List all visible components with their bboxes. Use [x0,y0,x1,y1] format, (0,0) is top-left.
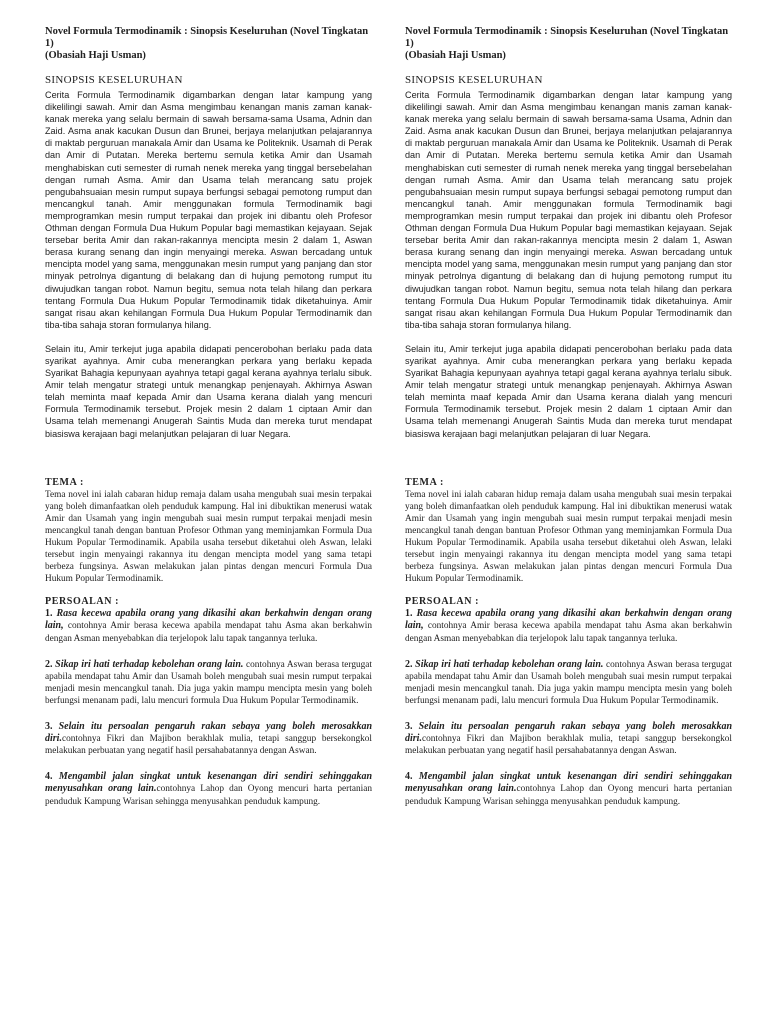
persoalan-item: 2. Sikap iri hati terhadap kebolehan orang lain. contohnya Aswan berasa tergugat apabila mendapat tahu Amir dan Usamah boleh mengubah suai mesin rumput terpakai menjadi mesin mencangkul tanah. Dia juga yakin mampu mencipta mesin yang boleh berfungsi menanam padi, lalu mencuri formula Dua Hukum Popular Termodinamik. [405,658,732,706]
persoalan-item: 1. Rasa kecewa apabila orang yang dikasihi akan berkahwin dengan orang lain, contohnya Amir berasa kecewa apabila mendapat tahu Asma akan berkahwin dengan Asman menyebabkan dia terjelopok lalu tapak tangannya terluka. [405,608,732,644]
synopsis-paragraph-1: Cerita Formula Termodinamik digambarkan dengan latar kampung yang dikelilingi sawah. Amir dan Asma mengimbau kenangan manis zaman kanak-kanak mereka yang selalu bermain di sawah bersama-sama Usama, Adnin dan Zaid. Asma anak kacukan Dusun dan Brunei, berjaya melanjutkan pelajarannya di maktab perguruan manakala Amir dan Usama ke Politeknik. Usamah di Perak dan Amir di Putatan. Mereka bertemu semula ketika Amir dan Usamah menghabiskan cuti semester di rumah nenek mereka yang tinggal bersebelahan dengan rumah Asma. Amir dan Usama telah merancang satu projek pengubahsuaian mesin rumput supaya berfungsi sebagai pemotong rumput dan mencangkul tanah. Amir menggunakan formula Termodinamik bagi memprogramkan mesin rumput terpakai dan projek ini dibantu oleh Profesor Othman dengan Formula Dua Hukum Popular bagi memastikan kejayaan. Sejak tersebar berita Amir dan rakan-rakannya mencipta mesin 2 dalam 1, Aswan berasa kurang senang dan ingin menyaingi mereka. Aswan bercadang untuk mencipta model yang sama, menggunakan mesin rumput yang panjang dan stor minyak petrolnya digantung di belakang dan di hujung pemotong rumput itu diwujudkan tangan robot. Namun begitu, semua nota telah hilang dan perkara tentang Formula Dua Hukum Popular Termodinamik tidak diketahuinya. Amir sangat risau akan kehilangan Formula Dua Hukum Popular Termodinamik dan tiba-tiba sahaja storan formulanya hilang. [45,90,372,330]
persoalan-item: 3. Selain itu persoalan pengaruh rakan sebaya yang boleh merosakkan diri.contohnya Fikri dan Majibon berakhlak mulia, tetapi sanggup bersekongkol melakukan perbuatan yang negatif hasil persahabatannya dengan Aswan. [405,721,733,757]
persoalan-item: 1. Rasa kecewa apabila orang yang dikasihi akan berkahwin dengan orang lain, contohnya Amir berasa kecewa apabila mendapat tahu Asma akan berkahwin dengan Asman menyebabkan dia terjelopok lalu tapak tangannya terluka. [45,608,372,644]
tema-heading: TEMA : [405,476,444,488]
document-author: (Obasiah Haji Usman) [45,50,146,61]
synopsis-paragraph-1: Cerita Formula Termodinamik digambarkan dengan latar kampung yang dikelilingi sawah. Amir dan Asma mengimbau kenangan manis zaman kanak-kanak mereka yang selalu bermain di sawah bersama-sama Usama, Adnin dan Zaid. Asma anak kacukan Dusun dan Brunei, berjaya melanjutkan pelajarannya di maktab perguruan manakala Amir dan Usama ke Politeknik. Usamah di Perak dan Amir di Putatan. Mereka bertemu semula ketika Amir dan Usamah menghabiskan cuti semester di rumah nenek mereka yang tinggal bersebelahan dengan rumah Asma. Amir dan Usama telah merancang satu projek pengubahsuaian mesin rumput supaya berfungsi sebagai pemotong rumput dan mencangkul tanah. Amir menggunakan formula Termodinamik bagi memprogramkan mesin rumput terpakai dan projek ini dibantu oleh Profesor Othman dengan Formula Dua Hukum Popular bagi memastikan kejayaan. Sejak tersebar berita Amir dan rakan-rakannya mencipta mesin 2 dalam 1, Aswan berasa kurang senang dan ingin menyaingi mereka. Aswan bercadang untuk mencipta model yang sama, menggunakan mesin rumput yang panjang dan stor minyak petrolnya digantung di belakang dan di hujung pemotong rumput itu diwujudkan tangan robot. Namun begitu, semua nota telah hilang dan perkara tentang Formula Dua Hukum Popular Termodinamik tidak diketahuinya. Amir sangat risau akan kehilangan Formula Dua Hukum Popular Termodinamik dan tiba-tiba sahaja storan formulanya hilang. [405,90,732,330]
page-column-left [45,26,372,822]
tema-text: Tema novel ini ialah cabaran hidup remaja dalam usaha mengubah suai mesin terpakai yang boleh dimanfaatkan oleh penduduk kampung. Hal ini dibuktikan menerusi watak Amir dan Usamah yang ingin mengubah suai mesin rumput terpakai menjadi mesin mencangkul tanah dengan bantuan Profesor Othman yang meminjamkan Formula Dua Hukum Popular Termodinamik. Apabila usaha tersebut diketahui oleh Aswan, lelaki tersebut ingin menyaingi rakannya itu dengan mencipta model yang sama tetapi berbeza fungsinya. Aswan melakukan jalan pintas dengan mencuri Formula Dua Hukum Popular Termodinamik. [45,489,372,585]
persoalan-heading: PERSOALAN : [45,596,120,608]
synopsis-paragraph-2: Selain itu, Amir terkejut juga apabila didapati pencerobohan berlaku pada data syarikat ayahnya. Amir cuba menerangkan perkara yang berlaku kepada Syarikat Bahagia kepunyaan ayahnya tetapi gagal kerana ayahnya terlalu sibuk. Amir telah mengatur strategi untuk menangkap penjenayah. Akhirnya Aswan telah meminta maaf kepada Amir dan Usama kerana dialah yang mencuri Formula Termodinamik tersebut. Projek mesin 2 dalam 1 ciptaan Amir dan Usama telah memenangi Anugerah Saintis Muda dan mereka turut mendapat biasiswa kerajaan bagi melanjutkan pelajaran di luar Negara. [45,343,372,439]
tema-heading: TEMA : [45,476,84,488]
synopsis-heading: SINOPSIS KESELURUHAN [405,74,543,86]
persoalan-item: 4. Mengambil jalan singkat untuk kesenangan diri sendiri sehinggakan menyusahkan orang lain.contohnya Lahop dan Oyong mencuri harta pertanian penduduk Kampung Warisan sehingga menyusahkan penduduk kampung. [45,771,372,807]
page-column-right [405,26,732,822]
persoalan-item: 2. Sikap iri hati terhadap kebolehan orang lain. contohnya Aswan berasa tergugat apabila mendapat tahu Amir dan Usamah boleh mengubah suai mesin rumput terpakai menjadi mesin mencangkul tanah. Dia juga yakin mampu mencipta mesin yang boleh berfungsi menanam padi, lalu mencuri formula Dua Hukum Popular Termodinamik. [45,658,372,706]
document-author: (Obasiah Haji Usman) [405,50,506,61]
tema-text: Tema novel ini ialah cabaran hidup remaja dalam usaha mengubah suai mesin terpakai yang boleh dimanfaatkan oleh penduduk kampung. Hal ini dibuktikan menerusi watak Amir dan Usamah yang ingin mengubah suai mesin rumput terpakai menjadi mesin mencangkul tanah dengan bantuan Profesor Othman yang meminjamkan Formula Dua Hukum Popular Termodinamik. Apabila usaha tersebut diketahui oleh Aswan, lelaki tersebut ingin menyaingi rakannya itu dengan mencipta model yang sama tetapi berbeza fungsinya. Aswan melakukan jalan pintas dengan mencuri Formula Dua Hukum Popular Termodinamik. [405,489,732,585]
document-title: Novel Formula Termodinamik : Sinopsis Keseluruhan (Novel Tingkatan 1) [45,26,369,49]
persoalan-item: 4. Mengambil jalan singkat untuk kesenangan diri sendiri sehinggakan menyusahkan orang lain.contohnya Lahop dan Oyong mencuri harta pertanian penduduk Kampung Warisan sehingga menyusahkan penduduk kampung. [405,771,732,807]
synopsis-heading: SINOPSIS KESELURUHAN [45,74,183,86]
persoalan-item: 3. Selain itu persoalan pengaruh rakan sebaya yang boleh merosakkan diri.contohnya Fikri dan Majibon berakhlak mulia, tetapi sanggup bersekongkol melakukan perbuatan yang negatif hasil persahabatannya dengan Aswan. [45,721,373,757]
document-title: Novel Formula Termodinamik : Sinopsis Keseluruhan (Novel Tingkatan 1) [405,26,729,49]
persoalan-heading: PERSOALAN : [405,596,480,608]
synopsis-paragraph-2: Selain itu, Amir terkejut juga apabila didapati pencerobohan berlaku pada data syarikat ayahnya. Amir cuba menerangkan perkara yang berlaku kepada Syarikat Bahagia kepunyaan ayahnya tetapi gagal kerana ayahnya terlalu sibuk. Amir telah mengatur strategi untuk menangkap penjenayah. Akhirnya Aswan telah meminta maaf kepada Amir dan Usama kerana dialah yang mencuri Formula Termodinamik tersebut. Projek mesin 2 dalam 1 ciptaan Amir dan Usama telah memenangi Anugerah Saintis Muda dan mereka turut mendapat biasiswa kerajaan bagi melanjutkan pelajaran di luar Negara. [405,343,732,439]
